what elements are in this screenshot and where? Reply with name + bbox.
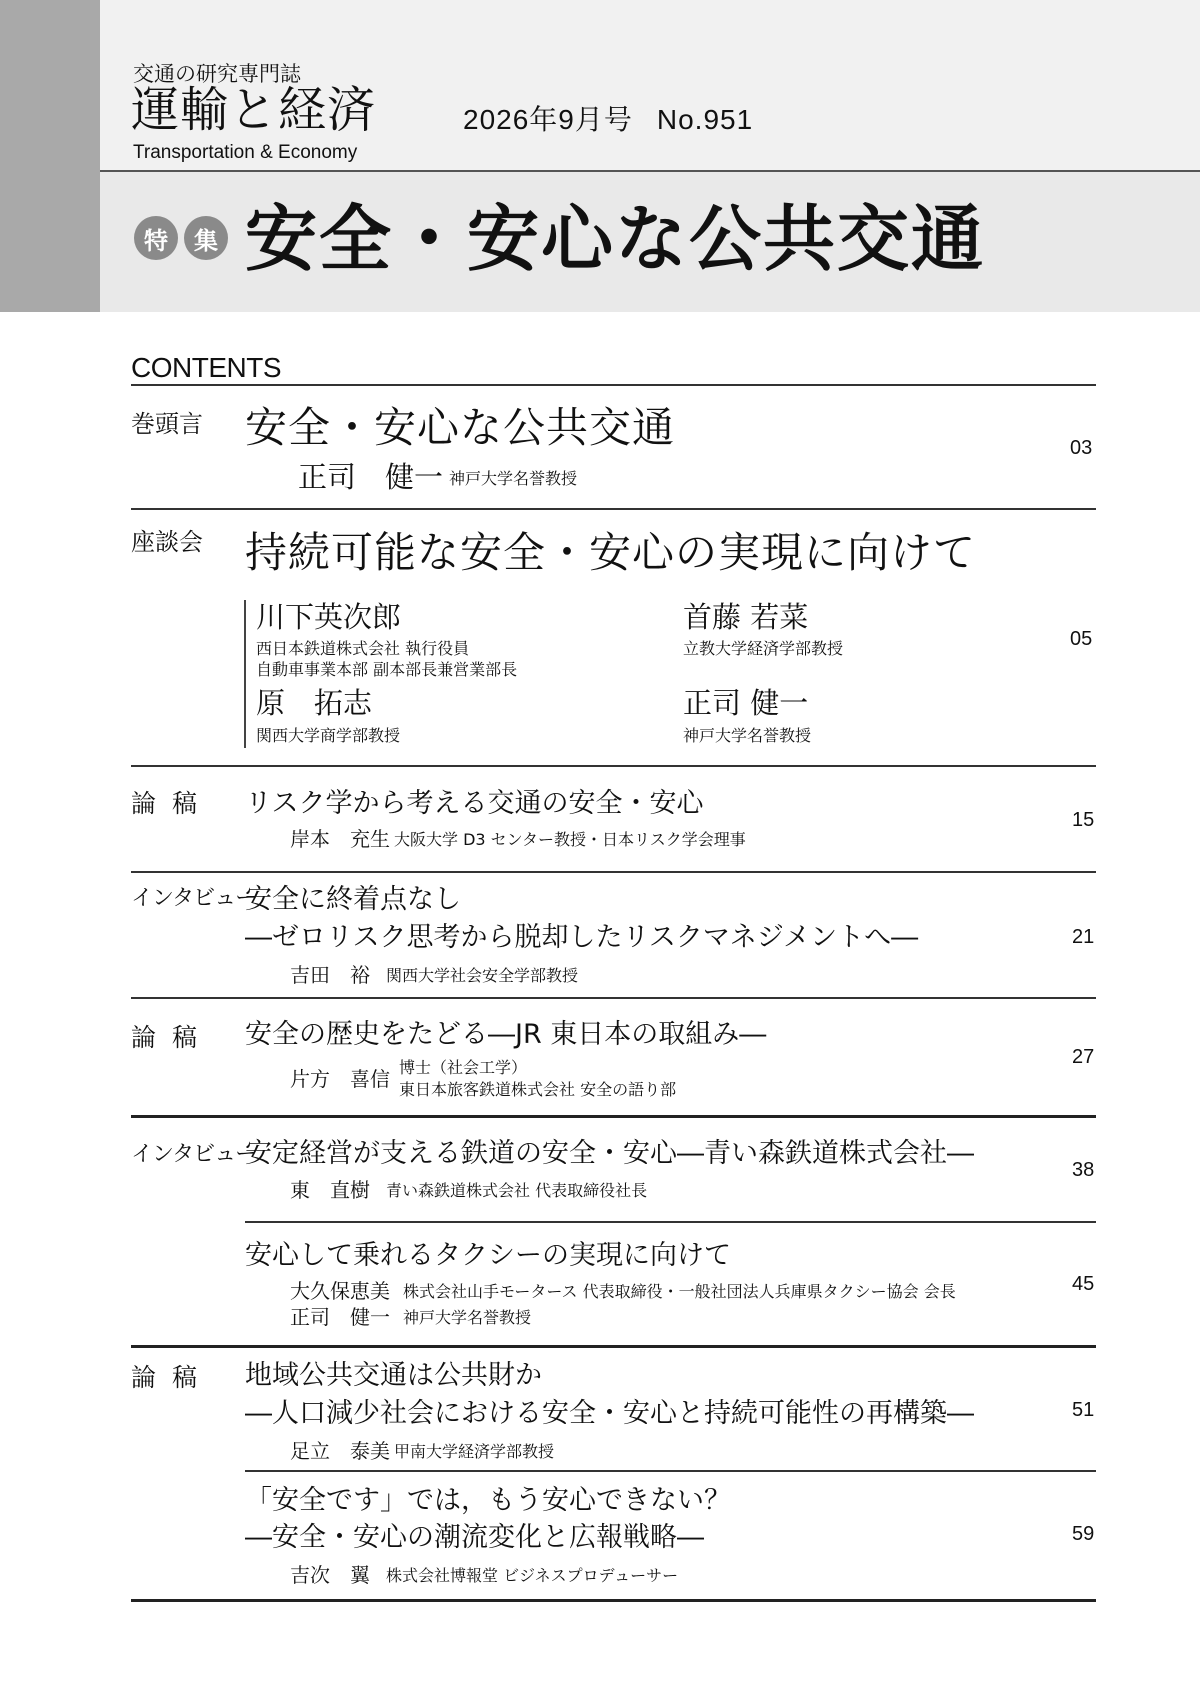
toc-affiliation: 博士（社会工学） bbox=[399, 1058, 528, 1077]
participant-affiliation: 自動車事業本部 副本部長兼営業部長 bbox=[256, 660, 518, 679]
side-tab bbox=[0, 0, 100, 312]
participants-bar bbox=[244, 600, 246, 748]
toc-page-number: 03 bbox=[1070, 437, 1093, 459]
toc-title[interactable]: 安心して乗れるタクシーの実現に向けて bbox=[245, 1240, 731, 1271]
issue-date: 2026年9月号 bbox=[463, 104, 633, 135]
participant-name: 川下英次郎 bbox=[256, 600, 402, 634]
toc-category: 論稿 bbox=[131, 789, 214, 818]
participant-affiliation: 関西大学商学部教授 bbox=[256, 726, 401, 745]
feature-badge-2: 集 bbox=[184, 216, 228, 260]
participant-name: 首藤 若菜 bbox=[683, 600, 809, 634]
magazine-kicker: 交通の研究専門誌 bbox=[133, 62, 301, 86]
toc-category: 座談会 bbox=[131, 528, 203, 556]
toc-title[interactable]: 安全の歴史をたどる―JR 東日本の取組み― bbox=[245, 1019, 767, 1050]
toc-title[interactable]: 安全・安心な公共交通 bbox=[245, 403, 676, 452]
toc-page-number: 21 bbox=[1072, 926, 1095, 948]
toc-page-number: 51 bbox=[1072, 1399, 1095, 1421]
toc-page-number: 45 bbox=[1072, 1273, 1095, 1295]
contents-heading: CONTENTS bbox=[131, 352, 281, 383]
toc-divider bbox=[131, 765, 1096, 767]
toc-author: 正司 健一 bbox=[290, 1305, 390, 1329]
toc-page-number: 27 bbox=[1072, 1046, 1095, 1068]
toc-bottom-rule bbox=[131, 1599, 1096, 1602]
toc-subtitle: ―ゼロリスク思考から脱却したリスクマネジメントへ― bbox=[245, 922, 919, 953]
toc-title[interactable]: 安全に終着点なし bbox=[245, 884, 461, 915]
toc-affiliation: 大阪大学 D3 センター教授・日本リスク学会理事 bbox=[394, 830, 746, 849]
feature-badge-1: 特 bbox=[134, 216, 178, 260]
toc-divider bbox=[131, 1115, 1096, 1118]
magazine-title: 運輸と経済 bbox=[131, 82, 377, 138]
toc-divider bbox=[245, 1470, 1096, 1472]
toc-author: 東 直樹 bbox=[290, 1178, 370, 1202]
toc-affiliation: 青い森鉄道株式会社 代表取締役社長 bbox=[386, 1181, 648, 1200]
toc-divider bbox=[131, 508, 1096, 510]
toc-author: 正司 健一 bbox=[298, 460, 444, 494]
toc-page-number: 05 bbox=[1070, 628, 1093, 650]
toc-affiliation: 関西大学社会安全学部教授 bbox=[386, 966, 579, 985]
toc-category: 巻頭言 bbox=[131, 410, 203, 438]
feature-title: 安全・安心な公共交通 bbox=[245, 197, 986, 281]
issue-info bbox=[463, 98, 777, 138]
participant-affiliation: 西日本鉄道株式会社 執行役員 bbox=[256, 639, 470, 658]
toc-title[interactable]: 「安全です」では，もう安心できない？ bbox=[245, 1485, 731, 1516]
toc-title[interactable]: 安定経営が支える鉄道の安全・安心―青い森鉄道株式会社― bbox=[245, 1138, 974, 1169]
toc-title[interactable]: 地域公共交通は公共財か bbox=[245, 1360, 542, 1391]
toc-page-number: 15 bbox=[1072, 809, 1095, 831]
issue-number: No.951 bbox=[656, 104, 754, 135]
toc-affiliation: 甲南大学経済学部教授 bbox=[394, 1442, 555, 1461]
toc-subtitle: ―安全・安心の潮流変化と広報戦略― bbox=[245, 1522, 704, 1553]
toc-category: 論稿 bbox=[131, 1363, 214, 1392]
toc-author: 足立 泰美 bbox=[290, 1439, 390, 1463]
toc-category: 論稿 bbox=[131, 1023, 214, 1052]
toc-affiliation: 神戸大学名誉教授 bbox=[449, 469, 578, 488]
participant-name: 正司 健一 bbox=[683, 686, 809, 720]
toc-divider bbox=[245, 1221, 1096, 1223]
toc-affiliation: 株式会社山手モータース 代表取締役・一般社団法人兵庫県タクシー協会 会長 bbox=[403, 1282, 956, 1301]
toc-category: インタビュー bbox=[131, 1142, 257, 1167]
participant-affiliation: 神戸大学名誉教授 bbox=[683, 726, 812, 745]
contents-rule bbox=[131, 384, 1096, 386]
toc-divider bbox=[131, 1345, 1096, 1348]
toc-page-number: 59 bbox=[1072, 1523, 1095, 1545]
toc-category: インタビュー bbox=[131, 886, 257, 911]
magazine-english-title: Transportation & Economy bbox=[133, 142, 358, 163]
toc-divider bbox=[131, 997, 1096, 999]
toc-author: 大久保恵美 bbox=[290, 1279, 390, 1303]
toc-affiliation: 神戸大学名誉教授 bbox=[403, 1308, 532, 1327]
toc-author: 片方 喜信 bbox=[290, 1067, 390, 1091]
toc-title[interactable]: リスク学から考える交通の安全・安心 bbox=[245, 788, 704, 819]
toc-subtitle: ―人口減少社会における安全・安心と持続可能性の再構築― bbox=[245, 1398, 974, 1429]
toc-author: 岸本 充生 bbox=[290, 827, 390, 851]
participant-name: 原 拓志 bbox=[256, 686, 373, 720]
toc-page-number: 38 bbox=[1072, 1159, 1095, 1181]
toc-affiliation: 株式会社博報堂 ビジネスプロデューサー bbox=[386, 1566, 679, 1585]
participant-affiliation: 立教大学経済学部教授 bbox=[683, 639, 844, 658]
toc-affiliation: 東日本旅客鉄道株式会社 安全の語り部 bbox=[399, 1080, 677, 1099]
toc-author: 吉次 翼 bbox=[290, 1563, 370, 1587]
toc-divider bbox=[131, 871, 1096, 873]
toc-title[interactable]: 持続可能な安全・安心の実現に向けて bbox=[245, 528, 977, 577]
toc-author: 吉田 裕 bbox=[290, 963, 370, 987]
